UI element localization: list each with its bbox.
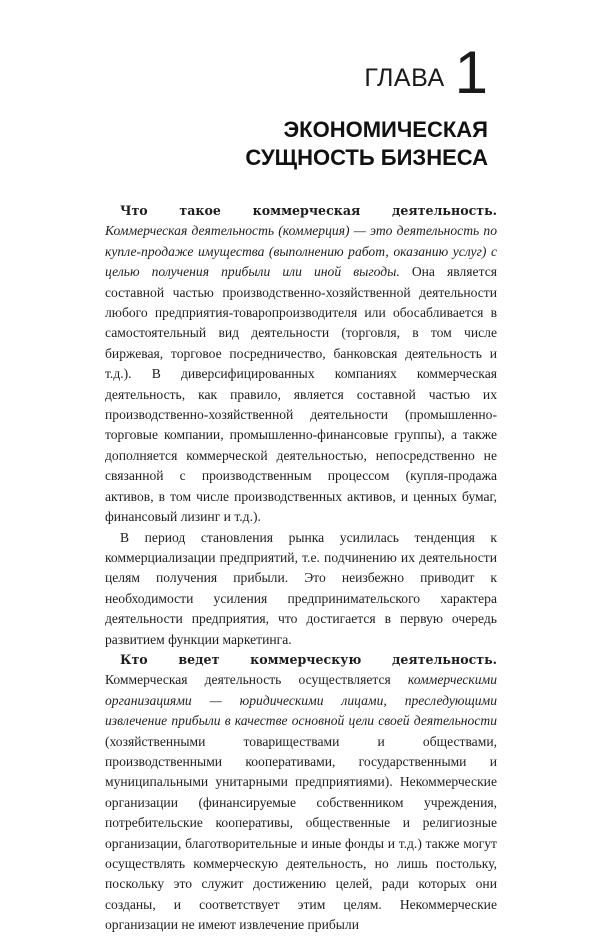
chapter-title [245,116,488,172]
paragraph-2-text: В период становления рынка усилилась тенденция к коммерциализации предприятий, т.е. подчинению их деятельности целям получения прибыли. Это неизбежно приводит к необходимости усиления предпринимательского характера деятельности предприятия, что достигается в первую очередь развитием функции маркетинга. [105,529,497,647]
chapter-label [245,39,488,106]
paragraph-2 [105,528,497,650]
chapter-title-line-2: СУЩНОСТЬ БИЗНЕСА [245,145,488,170]
chapter-number: 1 [454,39,488,106]
paragraph-1-definition: Коммерческая деятельность (коммерция) — это деятельность по купле-продаже имущества (выполнению работ, оказанию услуг) с целью получения прибыли или иной выгоды. [105,223,497,280]
paragraph-3-lead: Кто ведет коммерческую деятельность. [120,651,497,667]
chapter-header [245,39,488,172]
paragraph-3-text-b: (хозяйственными товариществами и обществами, производственными кооперативами, государственными и муниципальными унитарными предприятиями). Некоммерческие организации (финансируемые собственником учреждения, потребительские кооперативы, общественные и религиозные организации, благотворительные и иные фонды и т.д.) также могут осуществлять коммерческую деятельность, но лишь постольку, поскольку это служит достижению целей, ради которых они созданы, и соответствует этим целям. Некоммерческие организации не имеют извлечение прибыли [105,733,497,933]
chapter-title-line-1: ЭКОНОМИЧЕСКАЯ [283,117,488,142]
body-text [105,201,497,936]
paragraph-1 [105,201,497,528]
paragraph-3-definition: коммерческими организациями — юридическими лицами, преследующими извлечение прибыли в качестве основной цели своей деятельности [105,672,497,729]
paragraph-1-text: Она является составной частью производственно-хозяйственной деятельности любого предприятия-товаропроизводителя или обосабливается в самостоятельный вид деятельности (торговля, в том числе биржевая, торговое посредничество, банковская деятельность и т.д.). В диверсифицированных компаниях коммерческая деятельность, как правило, является составной частью их производственно-хозяйственной деятельности (промышленно-торговые компании, промышленно-финансовые группы), а также дополняется коммерческой деятельностью, непосредственно не связанной с производственным процессом (купля-продажа активов, в том числе производственных активов, и ценных бумаг, финансовый лизинг и т.д.). [105,264,497,525]
chapter-word: ГЛАВА [364,64,445,92]
paragraph-3 [105,650,497,936]
paragraph-1-lead: Что такое коммерческая деятельность. [120,203,497,218]
paragraph-3-text-a: Коммерческая деятельность осуществляется [105,672,391,688]
